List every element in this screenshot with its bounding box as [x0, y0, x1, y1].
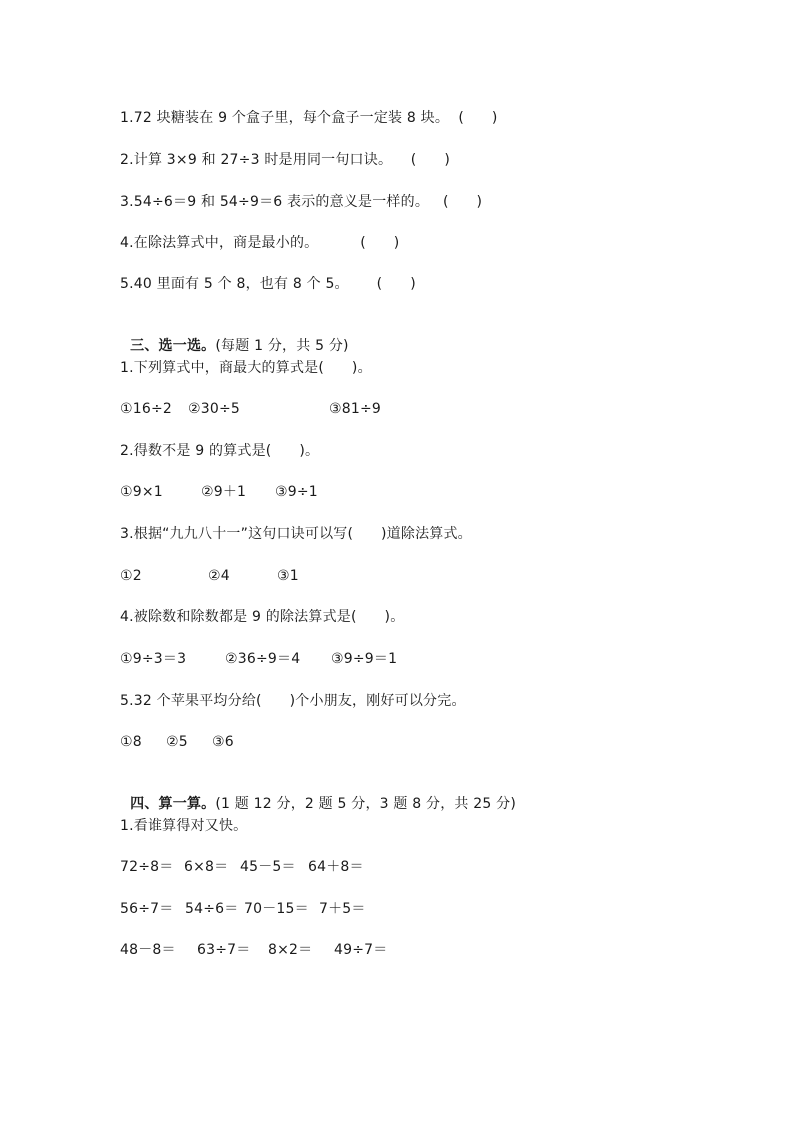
calc-row-2 — [120, 899, 520, 919]
section-score-note: (每题 1 分，共 5 分) — [215, 338, 349, 354]
judge-item-5: 5.40 里面有 5 个 8，也有 8 个 5。 ( ) — [120, 276, 416, 292]
judge-item-2: 2.计算 3×9 和 27÷3 时是用同一句口诀。 ( ) — [120, 152, 450, 168]
choice-question-1: 1.下列算式中，商最大的算式是( )。 — [120, 360, 372, 376]
calc-expression: 45－5＝ — [240, 859, 296, 875]
calc-expression: 8×2＝ — [268, 942, 313, 958]
option-2: ②5 — [166, 734, 188, 750]
section-heading-calc — [120, 774, 516, 814]
judge-item-4: 4.在除法算式中，商是最小的。 ( ) — [120, 235, 400, 251]
calc-expression: 7＋5＝ — [319, 901, 366, 917]
choice-options-1 — [120, 399, 520, 419]
calc-expression: 56÷7＝ — [120, 901, 174, 917]
option-3: ③6 — [212, 734, 234, 750]
calc-expression: 49÷7＝ — [334, 942, 388, 958]
option-3: ③81÷9 — [329, 401, 382, 417]
option-3: ③9÷9＝1 — [331, 651, 398, 667]
option-3: ③1 — [277, 568, 299, 584]
calc-expression: 63÷7＝ — [197, 942, 251, 958]
section-score-note: (1 题 12 分，2 题 5 分，3 题 8 分，共 25 分) — [215, 796, 516, 812]
calc-expression: 64＋8＝ — [308, 859, 364, 875]
section-title: 三、选一选。 — [130, 338, 216, 354]
option-1: ①16÷2 — [120, 401, 173, 417]
choice-options-5 — [120, 732, 520, 752]
choice-options-4 — [120, 649, 520, 669]
calc-expression: 72÷8＝ — [120, 859, 174, 875]
option-1: ①8 — [120, 734, 142, 750]
choice-question-2: 2.得数不是 9 的算式是( )。 — [120, 443, 320, 459]
choice-options-2 — [120, 482, 520, 502]
option-2: ②36÷9＝4 — [225, 651, 301, 667]
choice-options-3 — [120, 566, 520, 586]
calc-subsection-1: 1.看谁算得对又快。 — [120, 818, 248, 834]
option-2: ②30÷5 — [188, 401, 241, 417]
calc-expression: 6×8＝ — [184, 859, 229, 875]
option-2: ②4 — [208, 568, 230, 584]
option-1: ①9×1 — [120, 484, 163, 500]
calc-expression: 54÷6＝ — [185, 901, 239, 917]
option-1: ①2 — [120, 568, 142, 584]
choice-question-4: 4.被除数和除数都是 9 的除法算式是( )。 — [120, 609, 405, 625]
calc-expression: 70－15＝ — [244, 901, 309, 917]
calc-row-3 — [120, 940, 520, 960]
section-title: 四、算一算。 — [130, 796, 216, 812]
option-3: ③9÷1 — [275, 484, 318, 500]
judge-item-3: 3.54÷6＝9 和 54÷9＝6 表示的意义是一样的。 ( ) — [120, 194, 483, 210]
calc-expression: 48－8＝ — [120, 942, 176, 958]
section-heading-choose — [120, 316, 349, 356]
choice-question-5: 5.32 个苹果平均分给( )个小朋友，刚好可以分完。 — [120, 693, 466, 709]
calc-row-1 — [120, 857, 520, 877]
choice-question-3: 3.根据“九九八十一”这句口诀可以写( )道除法算式。 — [120, 526, 472, 542]
judge-item-1: 1.72 块糖装在 9 个盒子里，每个盒子一定装 8 块。 ( ) — [120, 110, 498, 126]
option-2: ②9＋1 — [201, 484, 247, 500]
option-1: ①9÷3＝3 — [120, 651, 187, 667]
